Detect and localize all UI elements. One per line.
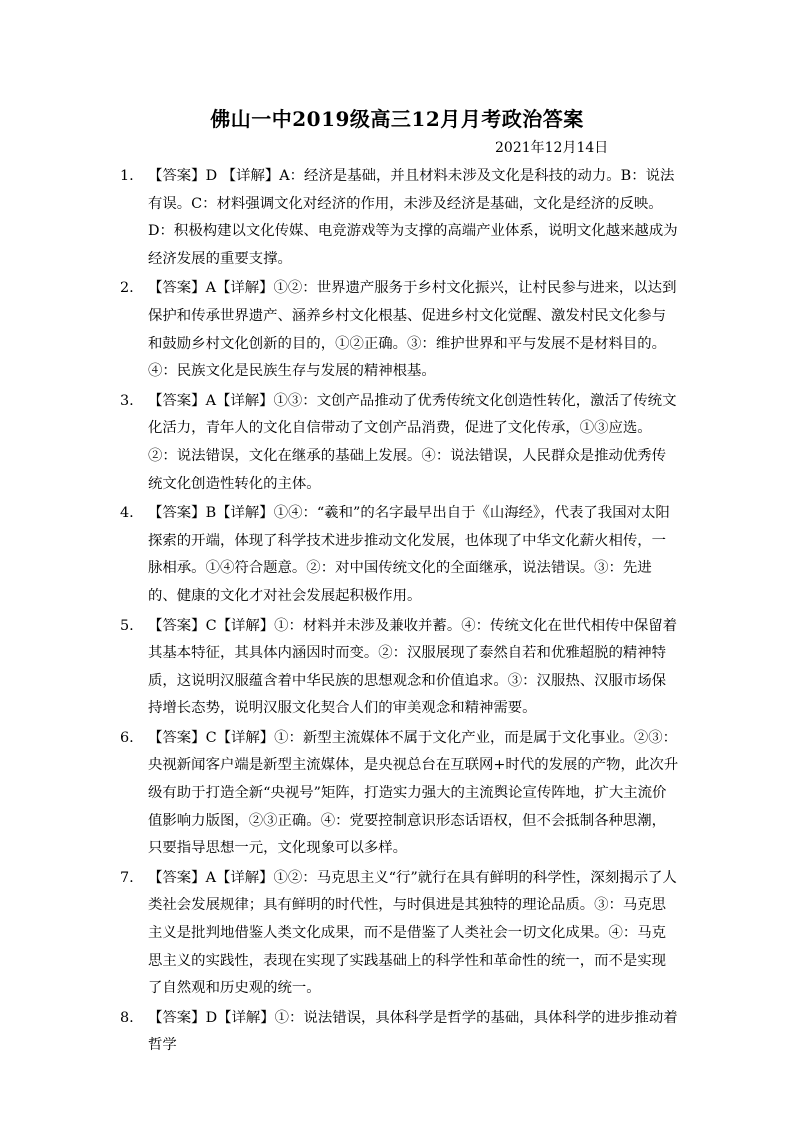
answer-text: 【答案】D 【详解】A：经济是基础，并且材料未涉及文化是科技的动力。B：说法有误。C：材料强调文化对经济的作用，未涉及经济是基础，文化是经济的反映。D：积极构建以文化传媒、电竞游戏等为支撑的高端产业体系，说明文化越来越成为经济发展的重要支撑。 [148, 168, 678, 267]
answer-item [120, 163, 680, 273]
document-date: 2021年12月14日 [495, 140, 609, 156]
answer-item [120, 275, 680, 385]
answer-number: 8. [120, 1009, 134, 1026]
answer-text: 【答案】C【详解】①：材料并未涉及兼收并蓄。④：传统文化在世代相传中保留着其基本特征，其具体内涵因时而变。②：汉服展现了泰然自若和优雅超脱的精神特质，这说明汉服蕴含着中华民族的思想观念和价值追求。③：汉服热、汉服市场保持增长态势，说明汉服文化契合人们的审美观念和精神需要。 [148, 617, 678, 717]
answer-text: 【答案】A【详解】①②：世界遗产服务于乡村文化振兴，让村民参与进来，以达到保护和传承世界遗产、涵养乡村文化根基、促进乡村文化觉醒、激发村民文化参与和鼓励乡村文化创新的目的，①②正确。③：维护世界和平与发展不是材料目的。④：民族文化是民族生存与发展的精神根基。 [148, 280, 677, 380]
answer-text: 【答案】A【详解】①③：文创产品推动了优秀传统文化创造性转化，激活了传统文化活力，青年人的文化自信带动了文创产品消费，促进了文化传承，①③应选。②：说法错误，文化在继承的基础上发展。④：说法错误，人民群众是推动优秀传统文化创造性转化的主体。 [148, 392, 677, 492]
answer-item [120, 1005, 680, 1060]
answer-list [120, 163, 680, 1060]
answer-item [120, 500, 680, 610]
answer-number: 4. [120, 505, 134, 522]
answer-text: 【答案】D【详解】①：说法错误，具体科学是哲学的基础，具体科学的进步推动着哲学 [148, 1009, 678, 1054]
answer-text: 【答案】C【详解】①：新型主流媒体不属于文化产业，而是属于文化事业。②③：央视新闻客户端是新型主流媒体，是央视总台在互联网+时代的发展的产物，此次升级有助于打造全新“央视号”矩阵，打造实力强大的主流舆论宣传阵地，扩大主流价值影响力版图，②③正确。④：党要控制意识形态话语权，但不会抵制各种思潮，只要指导思想一元，文化现象可以多样。 [148, 729, 679, 857]
answer-text: 【答案】A【详解】①②：马克思主义“行”就行在具有鲜明的科学性，深刻揭示了人类社会发展规律；具有鲜明的时代性，与时俱进是其独特的理论品质。③：马克思主义是批判地借鉴人类文化成果，而不是借鉴了人类社会一切文化成果。④：马克思主义的实践性，表现在实现了实践基础上的科学性和革命性的统一，而不是实现了自然观和历史观的统一。 [148, 869, 677, 997]
answer-text: 【答案】B【详解】①④：“羲和”的名字最早出自于《山海经》，代表了我国对太阳探索的开端，体现了科学技术进步推动文化发展，也体现了中华文化薪火相传，一脉相承。①④符合题意。②：对中国传统文化的全面继承，说法错误。③：先进的、健康的文化才对社会发展起积极作用。 [148, 505, 670, 604]
answer-number: 3. [120, 392, 134, 409]
answer-number: 7. [120, 869, 134, 886]
answer-number: 6. [120, 729, 134, 746]
page-title: 佛山一中2019级高三12月月考政治答案 [210, 107, 584, 131]
answer-item [120, 613, 680, 723]
answer-number: 2. [120, 280, 134, 297]
answer-item [120, 865, 680, 1003]
answer-item [120, 725, 680, 863]
answer-number: 5. [120, 617, 134, 634]
answer-number: 1. [120, 168, 134, 184]
answer-item [120, 388, 680, 498]
